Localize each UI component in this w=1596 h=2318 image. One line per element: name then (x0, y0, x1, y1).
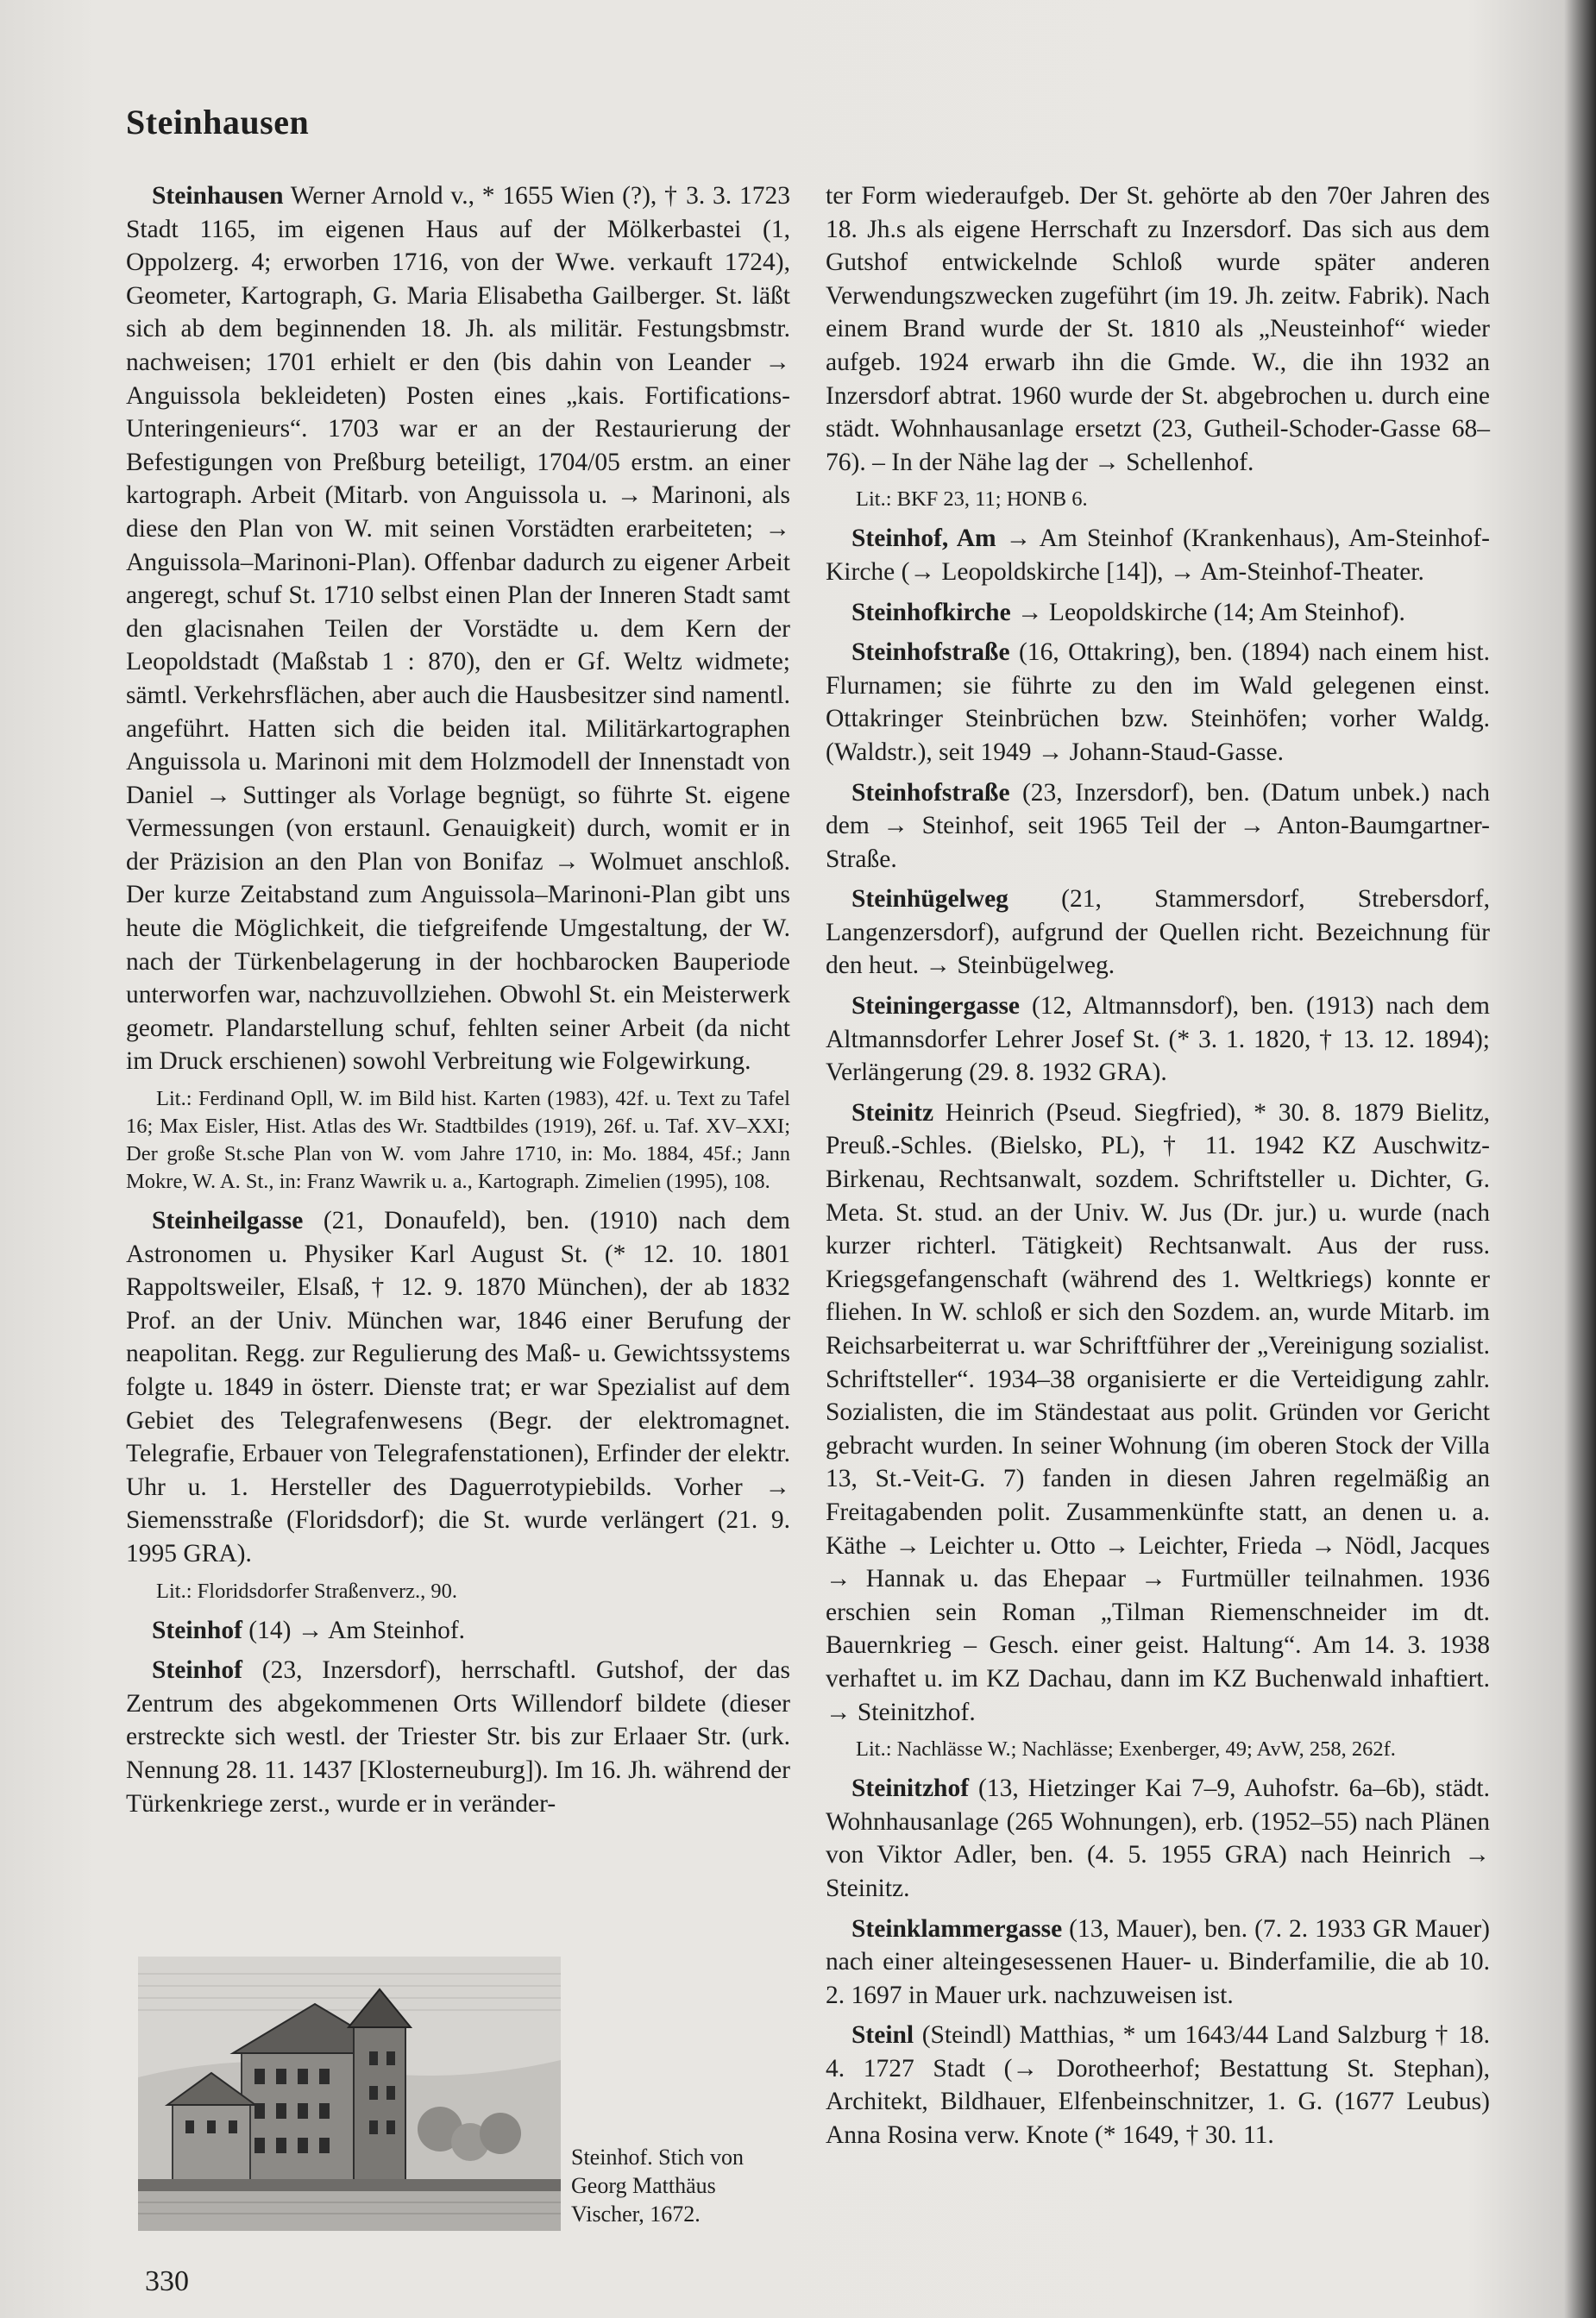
steinhof-engraving-figure (138, 1957, 561, 2231)
lexicon-entry (826, 1772, 1490, 1905)
lexicon-entry-continued (826, 179, 1490, 479)
lexicon-entry (126, 179, 790, 1078)
literature-note: Lit.: Ferdinand Opll, W. im Bild hist. Karten (1983), 42f. u. Text zu Tafel 16; Max Eisler, Hist. Atlas des Wr. Stadtbildes (1919), 26f. u. Taf. XV–XXI; Der große St.sche Plan von W. vom Jahre 1710, in: Mo. 1884, 45f.; Jann Mokre, W. A. St., in: Franz Wawrik u. a., Kartograph. Zimelien (1995), 108. (126, 1087, 790, 1194)
right-column (826, 179, 1490, 2159)
entry-text: → Leopoldskirche (14; Am Steinhof). (1010, 598, 1405, 626)
entry-text: (13, Mauer), ben. (7. 2. 1933 GR Mauer) nach einer alteingesessenen Hauer- u. Binderfamilie, die ab 10. 2. 1697 in Mauer urk. nachzuweisen ist. (826, 1914, 1490, 2009)
page-number: 330 (145, 2265, 189, 2297)
entry-headword: Steinl (851, 2021, 914, 2050)
lexicon-entry (826, 522, 1490, 588)
entry-text: (16, Ottakring), ben. (1894) nach einem hist. Flurnamen; sie führte zu den im Wald gelegenen einst. Ottakringer Steinbrüchen bzw. Steinhöfen; vorher Waldg. (Waldstr.), seit 1949 → Johann-Staud-Gasse. (826, 638, 1490, 766)
entry-headword: Steinhof (152, 1616, 242, 1644)
entry-text: ter Form wiederaufgeb. Der St. gehörte ab den 70er Jahren des 18. Jh.s als eigene Herrschaft zu Inzersdorf. Das sich aus dem Gutshof entwickelnde Schloß wurde später anderen Verwendungszwecken zugeführt (im 19. Jh. zeitw. Fabrik). Nach einem Brand wurde der St. 1810 als „Neusteinhof“ wieder aufgeb. 1924 erwarb ihn die Gmde. W., die ihn 1932 an Inzersdorf abtrat. 1960 wurde der St. abgebrochen u. durch eine städt. Wohnhausanlage ersetzt (23, Gutheil-Schoder-Gasse 68–76). – In der Nähe lag der → Schellenhof. (826, 182, 1490, 476)
entry-text: (Steindl) Matthias, * um 1643/44 Land Salzburg † 18. 4. 1727 Stadt (→ Dorotheerhof; Bestattung St. Stephan), Architekt, Bildhauer, Elfenbeinschnitzer, 1. G. (1677 Leubus) Anna Rosina verw. Knote (* 1649, † 30. 11. (826, 2021, 1490, 2150)
entry-text: → Am Steinhof (Krankenhaus), Am-Steinhof-Kirche (→ Leopoldskirche [14]), → Am-Steinhof-Theater. (826, 525, 1490, 586)
literature-note: Lit.: Nachlässe W.; Nachlässe; Exenberger, 49; AvW, 258, 262f. (856, 1737, 1396, 1762)
lexicon-entry (826, 596, 1490, 630)
lexicon-entry (126, 1654, 790, 1820)
entry-text: (21, Stammersdorf, Strebersdorf, Langenzersdorf), aufgrund der Quellen richt. Bezeichnung für den heut. → Steinbügelweg. (826, 885, 1490, 980)
running-head: Steinhausen (126, 103, 310, 141)
entry-text: Heinrich (Pseud. Siegfried), * 30. 8. 1879 Bielitz, Preuß.-Schles. (Bielsko, PL), † 11. 1942 KZ Auschwitz-Birkenau, Rechtsanwalt, sozdem. Schriftsteller u. Dichter, G. Meta. St. stud. an der Univ. W. Jus (Dr. jur.) u. wurde (nach kurzer richterl. Tätigkeit) Rechtsanwalt. Aus der russ. Kriegsgefangenschaft (während des 1. Weltkriegs) konnte er fliehen. In W. schloß er sich den Sozdem. an, wurde Mitarb. im Reichsarbeiterrat u. war Schriftführer der „Vereinigung sozialist. Schriftsteller“. 1934–38 organisierte er die Verteidigung zahlr. Sozialisten, die im Ständestaat aus polit. Gründen vor Gericht gebracht wurden. In seiner Wohnung (im oberen Stock der Villa 13, St.-Veit-G. 7) fanden in diesen Jahren regelmäßig an Freitagabenden polit. Zusammenkünfte statt, an denen u. a. Käthe → Leichter u. Otto → Leichter, Frieda → Nödl, Jacques → Hannak u. das Ehepaar → Furtmüller teilnahmen. 1936 erschien sein Roman „Tilman Riemenschneider im dt. Bauernkrieg – Gesch. einer geist. Haltung“. Am 14. 3. 1938 verhaftet u. im KZ Dachau, dann im KZ Buchenwald inhaftiert. → Steinitzhof. (826, 1098, 1490, 1726)
entry-headword: Steinhofkirche (851, 598, 1011, 626)
lexicon-entry (826, 989, 1490, 1090)
lexicon-entry (826, 1096, 1490, 1729)
entry-headword: Steiningergasse (851, 992, 1021, 1021)
entry-text: (12, Altmannsdorf), ben. (1913) nach dem Altmannsdorfer Lehrer Josef St. (* 3. 1. 1820, † 13. 12. 1894); Verlängerung (29. 8. 1932 GRA). (826, 992, 1490, 1087)
lexicon-entry (826, 2019, 1490, 2152)
lexicon-entry (126, 1614, 790, 1648)
entry-headword: Steinitzhof (851, 1775, 970, 1803)
entry-headword: Steinhof (152, 1656, 242, 1685)
lexicon-entry (826, 636, 1490, 769)
lexicon-entry (826, 1913, 1490, 2013)
entry-headword: Steinhof, Am (851, 525, 996, 553)
entry-text: (14) → Am Steinhof. (242, 1616, 466, 1644)
entry-text: (23, Inzersdorf), herrschaftl. Gutshof, der das Zentrum des abgekommenen Orts Willendorf bildete (dieser erstreckte sich westl. der Triester Str. bis zur Erlaaer Str. (urk. Nennung 28. 11. 1437 [Klosterneuburg]). Im 16. Jh. während der Türkenkriege zerst., wurde er in veränder- (126, 1656, 790, 1818)
entry-headword: Steinhofstraße (851, 638, 1010, 667)
entry-headword: Steinhausen (152, 182, 284, 210)
entry-text: (23, Inzersdorf), ben. (Datum unbek.) nach dem → Steinhof, seit 1965 Teil der → Anton-Baumgartner-Straße. (826, 778, 1490, 873)
entry-headword: Steinitz (851, 1098, 934, 1127)
entry-headword: Steinheilgasse (152, 1207, 304, 1235)
lexicon-entry (826, 776, 1490, 876)
literature-note: Lit.: BKF 23, 11; HONB 6. (856, 487, 1088, 512)
engraving-illustration (138, 1957, 561, 2231)
entry-headword: Steinhügelweg (851, 885, 1008, 914)
lexicon-entry (126, 1204, 790, 1571)
literature-note: Lit.: Floridsdorfer Straßenverz., 90. (156, 1579, 458, 1603)
entry-text: (13, Hietzinger Kai 7–9, Auhofstr. 6a–6b), städt. Wohnhausanlage (265 Wohnungen), erb. (1952–55) nach Plänen von Viktor Adler, ben. (4. 5. 1955 GRA) nach Heinrich → Steinitz. (826, 1775, 1490, 1902)
entry-text: Werner Arnold v., * 1655 Wien (?), † 3. 3. 1723 Stadt 1165, im eigenen Haus auf der Mölkerbastei (1, Oppolzerg. 4; erworben 1716, von der Wwe. verkauft 1724), Geometer, Kartograph, G. Maria Elisabetha Gailberger. St. läßt sich ab dem beginnenden 18. Jh. als militär. Festungsbmstr. nachweisen; 1701 erhielt er den (bis dahin von Leander → Anguissola bekleideten) Posten eines „kais. Fortifications-Unteringenieurs“. 1703 war er an der Restaurierung der Befestigungen von Preßburg beteiligt, 1704/05 erstm. an einer kartograph. Arbeit (Mitarb. von Anguissola u. → Marinoni, als diese den Plan von W. mit seinen Vorstädten erarbeiteten; → Anguissola–Marinoni-Plan). Offenbar dadurch zu eigener Arbeit angeregt, schuf St. 1710 selbst einen Plan der Inneren Stadt samt den glacisnahen Teilen der Vorstädte u. dem Kern der Leopoldstadt (Maßstab 1 : 870), den er Gf. Weltz widmete; sämtl. Verkehrsflächen, aber auch die Hausbesitzer sind namentl. angeführt. Hatten sich die beiden ital. Militärkartographen Anguissola u. Marinoni mit dem Holzmodell der Innenstadt von Daniel → Suttinger als Vorlage begnügt, so führte St. eigene Vermessungen (von erstaunl. Genauigkeit) durch, womit er in der Präzision an den Plan von Bonifaz → Wolmuet anschloß. Der kurze Zeitabstand zum Anguissola–Marinoni-Plan gibt uns heute die Möglichkeit, die tiefgreifende Umgestaltung, der W. nach der Türkenbelagerung in der hochbarocken Bauperiode unterworfen war, nachzuvollziehen. Obwohl St. ein Meisterwerk geometr. Plandarstellung schuf, fehlten seiner Arbeit (da nicht im Druck erschienen) sowohl Verbreitung wie Folgewirkung. (126, 182, 790, 1076)
figure-caption: Steinhof. Stich von Georg Matthäus Vischer, 1672. (571, 2145, 745, 2227)
entry-text: (21, Donaufeld), ben. (1910) nach dem Astronomen u. Physiker Karl August St. (* 12. 10. 1801 Rappoltsweiler, Elsaß, † 12. 9. 1870 München), der ab 1832 Prof. an der Univ. München war, 1846 einer Berufung der neapolitan. Regg. zur Regulierung des Maß- u. Gewichtssystems folgte u. 1849 in österr. Dienste trat; er war Spezialist auf dem Gebiet des Telegrafenwesens (Begr. der elektromagnet. Telegrafie, Erbauer von Telegrafenstationen), Erfinder der elektr. Uhr u. 1. Hersteller des Daguerrotypiebilds. Vorher → Siemensstraße (Floridsdorf); die St. wurde verlängert (21. 9. 1995 GRA). (126, 1207, 790, 1567)
entry-headword: Steinklammergasse (851, 1914, 1063, 1943)
lexicon-entry (826, 883, 1490, 983)
left-column (126, 179, 790, 1827)
entry-headword: Steinhofstraße (851, 778, 1010, 807)
